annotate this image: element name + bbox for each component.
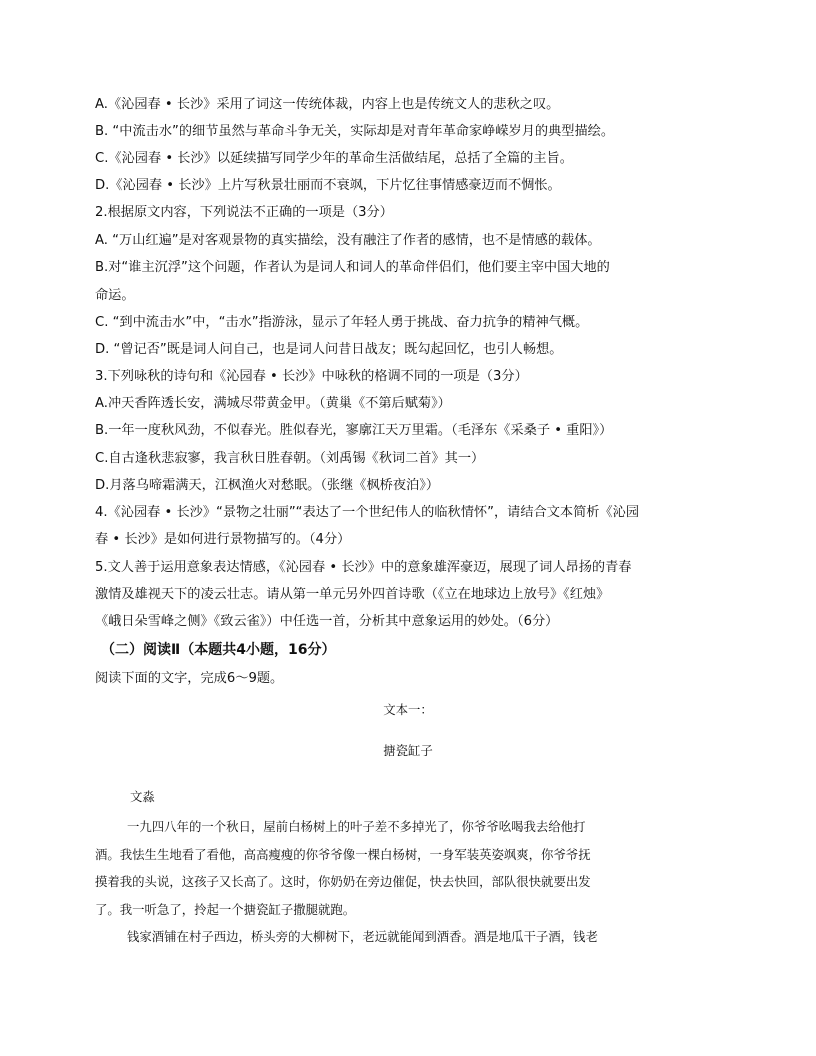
q3-option-a: A.冲天香阵透长安，满城尽带黄金甲。（黄巢《不第后赋菊》） bbox=[95, 396, 451, 411]
q2-option-b-line1: B.对“谁主沉浮”这个问题，作者认为是词人和词人的革命伴侣们，他们要主宰中国大地的 bbox=[95, 260, 610, 275]
q1-option-d: D.《沁园春 • 长沙》上片写秋景壮丽而不衰飒，下片忆往事情感豪迈而不惆怅。 bbox=[95, 178, 561, 193]
story-para1-line1: 一九四八年的一个秋日，屋前白杨树上的叶子差不多掉光了，你爷爷吆喝我去给他打 bbox=[127, 819, 586, 834]
reading-instruction: 阅读下面的文字，完成6～9题。 bbox=[95, 671, 284, 686]
q3-option-b: B.一年一度秋风劲，不似春光。胜似春光，寥廓江天万里霜。（毛泽东《采桑子 • 重阳》） bbox=[95, 423, 613, 438]
story-author: 文淼 bbox=[130, 789, 155, 804]
q2-option-d: D. “曾记否”既是词人问自己，也是词人问昔日战友；既勾起回忆，也引人畅想。 bbox=[95, 342, 563, 357]
q3-option-d: D.月落乌啼霜满天，江枫渔火对愁眠。（张继《枫桥夜泊》） bbox=[95, 478, 440, 493]
story-para1-line4: 了。我一听急了，拎起一个搪瓷缸子撒腿就跑。 bbox=[95, 902, 356, 917]
q3-stem: 3.下列咏秋的诗句和《沁园春 • 长沙》中咏秋的格调不同的一项是（3分） bbox=[95, 369, 528, 384]
q1-option-b: B. “中流击水”的细节虽然与革命斗争无关，实际却是对青年革命家峥嵘岁月的典型描绘。 bbox=[95, 124, 615, 139]
q4-line2: 春 • 长沙》是如何进行景物描写的。（4分） bbox=[95, 532, 351, 547]
q4-line1: 4.《沁园春 • 长沙》“景物之壮丽”“表达了一个世纪伟人的临秋情怀”，请结合文本简析《沁园 bbox=[95, 505, 640, 520]
story-para1-line2: 酒。我怯生生地看了看他，高高瘦瘦的你爷爷像一棵白杨树，一身军装英姿飒爽，你爷爷抚 bbox=[95, 847, 591, 862]
q1-option-a: A.《沁园春 • 长沙》采用了词这一传统体裁，内容上也是传统文人的悲秋之叹。 bbox=[95, 97, 560, 112]
q1-option-c: C.《沁园春 • 长沙》以延续描写同学少年的革命生活做结尾，总括了全篇的主旨。 bbox=[95, 151, 573, 166]
text-label: 文本一： bbox=[383, 702, 433, 717]
q2-option-a: A. “万山红遍”是对客观景物的真实描绘，没有融注了作者的感情，也不是情感的载体。 bbox=[95, 233, 601, 248]
q2-option-b-line2: 命运。 bbox=[95, 288, 135, 303]
q2-option-c: C. “到中流击水”中，“击水”指游泳，显示了年轻人勇于挑战、奋力抗争的精神气概。 bbox=[95, 315, 589, 330]
section-heading: （二）阅读Ⅱ（本题共4小题，16分） bbox=[101, 642, 336, 658]
q5-line2: 激情及雄视天下的凌云壮志。请从第一单元另外四首诗歌（《立在地球边上放号》《红烛》 bbox=[95, 587, 610, 602]
story-para1-line3: 摸着我的头说，这孩子又长高了。这时，你奶奶在旁边催促，快去快回，部队很快就要出发 bbox=[95, 874, 591, 889]
story-title: 搪瓷缸子 bbox=[383, 743, 433, 758]
q2-stem: 2.根据原文内容，下列说法不正确的一项是（3分） bbox=[95, 205, 393, 220]
q5-line1: 5.文人善于运用意象表达情感，《沁园春 • 长沙》中的意象雄浑豪迈，展现了词人昂扬的青春 bbox=[95, 560, 632, 575]
q3-option-c: C.自古逢秋悲寂寥，我言秋日胜春朝。（刘禹锡《秋词二首》其一） bbox=[95, 451, 485, 466]
q5-line3: 《峨日朵雪峰之侧》《致云雀》）中任选一首，分析其中意象运用的妙处。（6分） bbox=[95, 614, 559, 629]
story-para2-line1: 钱家酒铺在村子西边，桥头旁的大柳树下，老远就能闻到酒香。酒是地瓜干子酒，钱老 bbox=[127, 929, 598, 944]
